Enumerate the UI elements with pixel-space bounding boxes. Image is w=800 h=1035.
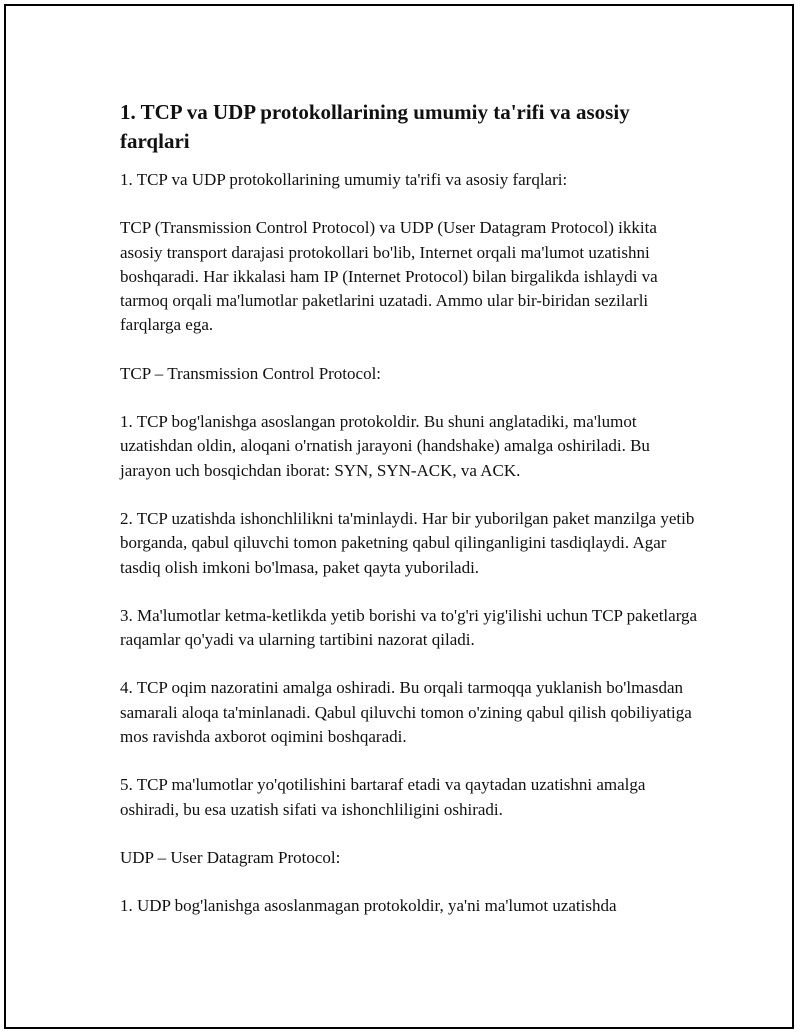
paragraph-tcp-point-4: 4. TCP oqim nazoratini amalga oshiradi. Bu orqali tarmoqqa yuklanish bo'lmasdan samarali aloqa ta'minlanadi. Qabul qiluvchi tomon o'zining qabul qilish qobiliyatiga mos ravishda axborot oqimini boshqaradi. <box>120 678 692 747</box>
document-body <box>120 98 700 943</box>
paragraph-tcp-point-1: 1. TCP bog'lanishga asoslangan protokoldir. Bu shuni anglatadiki, ma'lumot uzatishdan oldin, aloqani o'rnatish jarayoni (handshake) amalga oshiriladi. Bu jarayon uch bosqichdan iborat: SYN, SYN-ACK, va ACK. <box>120 412 650 480</box>
paragraph-overview: TCP (Transmission Control Protocol) va UDP (User Datagram Protocol) ikkita asosiy transport darajasi protokollari bo'lib, Internet orqali ma'lumot uzatishni boshqaradi. Har ikkalasi ham IP (Internet Protocol) bilan birgalikda ishlaydi va tarmoq orqali ma'lumotlar paketlarini uzatadi. Ammo ular bir-biridan sezilarli farqlarga ega. <box>120 218 658 335</box>
document-title: 1. TCP va UDP protokollarining umumiy ta'rifi va asosiy farqlari <box>120 100 630 153</box>
paragraph-tcp-point-3: 3. Ma'lumotlar ketma-ketlikda yetib borishi va to'g'ri yig'ilishi uchun TCP paketlarga raqamlar qo'yadi va ularning tartibini nazorat qiladi. <box>120 605 698 650</box>
paragraph-tcp-point-5: 5. TCP ma'lumotlar yo'qotilishini bartaraf etadi va qaytadan uzatishni amalga oshiradi, bu esa uzatish sifati va ishonchliligini oshiradi. <box>120 775 646 819</box>
document-page <box>4 4 794 1029</box>
paragraph-udp-point-1: 1. UDP bog'lanishga asoslanmagan protokoldir, ya'ni ma'lumot uzatishda <box>120 896 617 916</box>
paragraph-tcp-heading: TCP – Transmission Control Protocol: <box>120 363 382 383</box>
paragraph-intro-heading: 1. TCP va UDP protokollarining umumiy ta'rifi va asosiy farqlari: <box>120 170 568 189</box>
paragraph-udp-heading: UDP – User Datagram Protocol: <box>120 847 341 867</box>
paragraph-tcp-point-2: 2. TCP uzatishda ishonchlilikni ta'minlaydi. Har bir yuborilgan paket manzilga yetib borganda, qabul qiluvchi tomon paketning qabul qilinganligini tasdiqlaydi. Agar tasdiq olish imkoni bo'lmasa, paket qayta yuboriladi. <box>120 508 695 577</box>
